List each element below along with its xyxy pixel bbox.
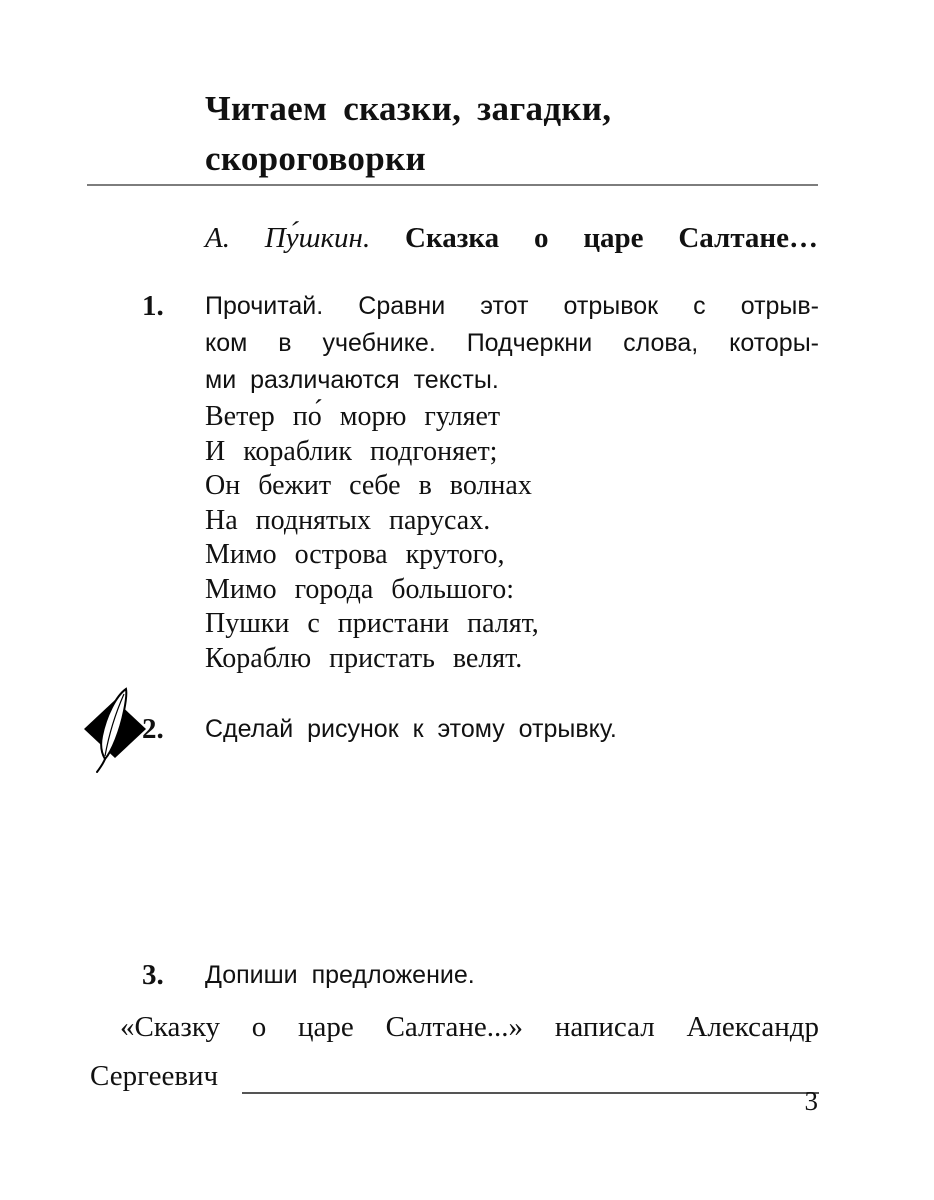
chapter-title xyxy=(205,84,845,184)
horizontal-rule xyxy=(87,184,818,186)
exercise-1-line-3: ми различаются тексты. xyxy=(205,366,499,394)
poem-line: Ветер по́ морю гуляет xyxy=(205,401,501,432)
exercise-2-line-1: Сделай рисунок к этому отрывку. xyxy=(205,715,617,743)
quill-diamond-icon xyxy=(83,686,147,774)
poem-line: Он бежит себе в волнах xyxy=(205,470,532,501)
completion-line-1: «Сказку о царе Салтане...» написал Александр xyxy=(120,1011,819,1043)
chapter-title-line-1: Читаем сказки, загадки, xyxy=(205,89,612,128)
answer-blank xyxy=(242,1091,819,1094)
exercise-1-number: 1. xyxy=(142,290,164,322)
poem-line: И кораблик подгоняет; xyxy=(205,435,498,467)
exercise-3-instruction xyxy=(205,957,819,994)
poem-line: Мимо острова крутого, xyxy=(205,539,505,570)
section-subtitle xyxy=(205,222,818,255)
chapter-title-line-2: скороговорки xyxy=(205,139,426,178)
exercise-2-instruction xyxy=(205,711,819,748)
exercise-1-instruction xyxy=(205,288,819,399)
completion-sentence xyxy=(90,1004,819,1100)
completion-line-2 xyxy=(90,1053,819,1100)
exercise-1-line-1: Прочитай. Сравни этот отрывок с отрыв- xyxy=(205,292,819,320)
poem-line: Пушки с пристани палят, xyxy=(205,608,539,639)
work-title: Сказка о царе Салтане… xyxy=(405,222,818,254)
page-number: 3 xyxy=(804,1086,818,1116)
author-name: А. Пу́шкин. xyxy=(205,222,371,254)
poem-excerpt xyxy=(205,400,539,676)
exercise-1-line-2: ком в учебнике. Подчеркни слова, которы- xyxy=(205,329,819,357)
completion-line-2-text: Сергеевич xyxy=(90,1060,219,1092)
poem-line: На поднятых парусах. xyxy=(205,504,491,536)
exercise-3-line-1: Допиши предложение. xyxy=(205,961,475,989)
exercise-2-number: 2. xyxy=(142,713,164,745)
poem-line: Мимо города большого: xyxy=(205,573,514,605)
poem-line: Кораблю пристать велят. xyxy=(205,642,523,674)
exercise-3-number: 3. xyxy=(142,959,164,991)
